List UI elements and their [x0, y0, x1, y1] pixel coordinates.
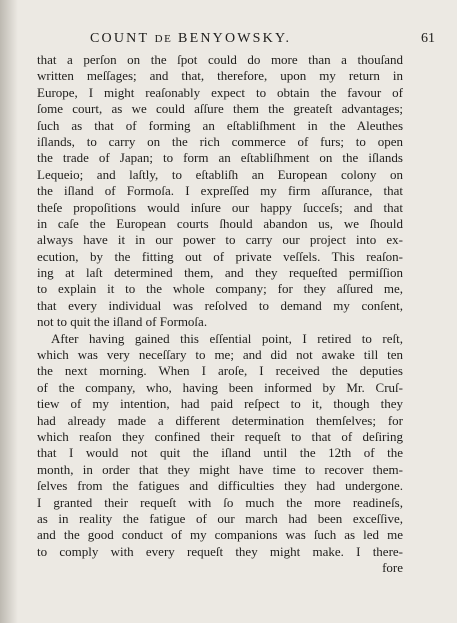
text-line: written meſſages; and that, therefore, upon my return in — [37, 68, 403, 84]
text-line: the trade of Japan; to form an eſtabliſhment on the iſlands — [37, 150, 403, 166]
text-line: ſuch as that of forming an eſtabliſhment in the Aleuthes — [37, 117, 403, 133]
page-header — [90, 31, 435, 49]
text-line: tiew of my intention, had paid reſpect to it, though they — [37, 396, 403, 412]
text-line: always have it in our power to carry our project into ex- — [37, 232, 403, 248]
text-line: Europe, I might reaſonably expect to obtain the favour of — [37, 84, 403, 100]
text-line: which was very neceſſary to me; and did not awake till ten — [37, 347, 403, 363]
running-head — [90, 31, 291, 47]
page-gutter-shadow — [0, 0, 18, 623]
text-line: ſelves from the fatigues and difficulties they had undergone. — [37, 478, 403, 494]
text-line: to explain it to the whole company; for they aſſured me, — [37, 281, 403, 297]
text-line: as in reality the fatigue of our march had been exceſſive, — [37, 510, 403, 526]
running-head-benyowsky: BENYOWSKY. — [178, 31, 292, 46]
text-line: that every individual was reſolved to demand my conſent, — [37, 297, 403, 313]
text-line-paragraph-end: not to quit the iſland of Formoſa. — [37, 314, 208, 330]
text-line: and the good conduct of my companions was ſuch as led me — [37, 527, 403, 543]
text-line: that a perſon on the ſpot could do more than a thouſand — [37, 52, 403, 67]
text-line: theſe propoſitions would inſure our happy ſucceſs; and that — [37, 199, 403, 215]
text-line: Lequeio; and laſtly, to eſtabliſh an European colony on — [37, 166, 403, 182]
text-line: had already made a different determination themſelves; for — [37, 412, 403, 428]
catchword: fore — [382, 560, 403, 576]
text-line: ſome court, as we could aſſure them the greateſt advantages; — [37, 101, 403, 117]
text-line: in caſe the European courts ſhould abandon us, we ſhould — [37, 215, 403, 231]
page-number: 61 — [421, 31, 435, 46]
text-line: which reaſon they confined their requeſt to that of deſiring — [37, 428, 403, 444]
text-line: of the company, who, having been informed by Mr. Cruſ- — [37, 379, 403, 395]
running-head-count: COUNT — [90, 31, 149, 46]
text-line: to comply with every requeſt they might make. I there- — [37, 543, 403, 559]
running-head-de: DE — [154, 33, 173, 45]
text-line: the next morning. When I aroſe, I received the deputies — [37, 363, 403, 379]
text-line: the iſland of Formoſa. I expreſſed my firm aſſurance, that — [37, 183, 403, 199]
body-text — [37, 52, 403, 577]
text-line: that I would not quit the iſland until the 12th of the — [37, 445, 403, 461]
text-line: iſlands, to carry on the rich commerce of furs; to open — [37, 133, 403, 149]
text-line-paragraph-start: After having gained this eſſential point, I retired to reſt, — [51, 330, 403, 346]
text-line: month, in order that they might have time to recover them- — [37, 461, 403, 477]
text-line: I granted their requeſt with ſo much the more readineſs, — [37, 494, 403, 510]
text-line: ecution, by the fitting out of private veſſels. This reaſon- — [37, 248, 403, 264]
text-line: ing at laſt determined them, and they requeſted permiſſion — [37, 265, 403, 281]
